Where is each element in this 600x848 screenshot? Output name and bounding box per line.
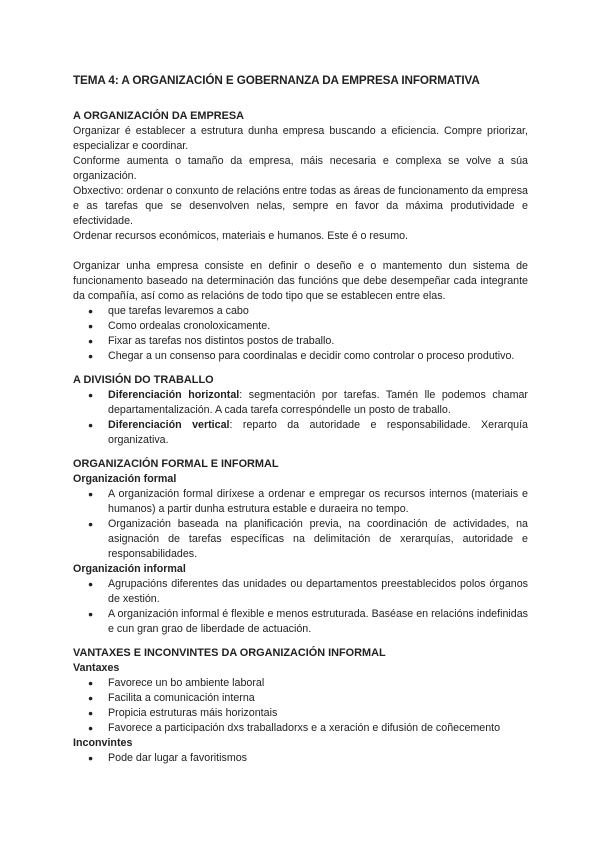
list-item: ● Organización baseada na planificación previa, na coordinación de actividades, na asignación de tarefas específicas na delimitación de xerarquías, autoridade e responsabilidades. [73,517,528,562]
document-title: TEMA 4: A ORGANIZACIÓN E GOBERNANZA DA EMPRESA INFORMATIVA [73,74,480,87]
list-item [73,388,528,418]
bullet-list [73,487,528,562]
bullet-list [73,304,528,364]
section-heading: VANTAXES E INCONVINTES DA ORGANIZACIÓN INFORMAL [73,647,386,659]
subsection-heading: Organización formal [73,473,177,485]
paragraph: Organizar unha empresa consiste en definir o deseño e o mantemento dun sistema de funcionamento baseado na determinación das funcións que debe desempeñar cada integrante da compañía, así como as relacións de todo tipo que se establecen entre elas. [73,260,528,302]
list-item: ● Agrupacións diferentes das unidades ou departamentos preestablecidos polos órganos de xestión. [73,577,528,607]
list-item: ● Pode dar lugar a favoritismos [73,751,528,766]
subsection-heading: Inconvintes [73,737,133,749]
bullet-list [73,751,528,766]
term-definition: : reparto da autoridade e responsabilidade. Xerarquía organizativa. [108,419,528,446]
section-division-traballo [73,373,528,448]
list-item: ● Favorece un bo ambiente laboral [73,676,528,691]
section-vantaxes-inconvintes [73,646,528,766]
list-item: ● Propicia estruturas máis horizontais [73,706,528,721]
term-bold: Diferenciación vertical [108,419,230,431]
paragraph: Organizar é establecer a estrutura dunha empresa buscando a eficiencia. Compre priorizar, especializar e coordinar. [73,125,528,152]
spacer [73,637,528,646]
spacer [73,448,528,457]
bullet-list [73,577,528,637]
paragraph: Ordenar recursos económicos, materiais e humanos. Este é o resumo. [73,230,409,242]
section-organizacion-empresa [73,109,528,364]
section-heading: A ORGANIZACIÓN DA EMPRESA [73,110,245,122]
list-item: ● Como ordealas cronoloxicamente. [73,319,528,334]
spacer [73,364,528,373]
subsection-heading: Organización informal [73,563,186,575]
list-item: ● que tarefas levaremos a cabo [73,304,528,319]
list-item: ● Favorece a participación dxs traballadorxs e a xeración e difusión de coñecemento [73,721,528,736]
list-item: ● Fixar as tarefas nos distintos postos de traballo. [73,334,528,349]
section-heading: A DIVISIÓN DO TRABALLO [73,374,214,386]
bullet-list [73,388,528,448]
paragraph: Conforme aumenta o tamaño da empresa, máis necesaria e complexa se volve a súa organización. [73,155,528,182]
list-item: ● Facilita a comunicación interna [73,691,528,706]
subsection-heading: Vantaxes [73,662,120,674]
term-definition: : segmentación por tarefas. Tamén lle podemos chamar departamentalización. A cada tarefa correspóndelle un posto de traballo. [108,389,528,416]
section-heading: ORGANIZACIÓN FORMAL E INFORMAL [73,458,279,470]
term-bold: Diferenciación horizontal [108,389,240,401]
list-item [73,418,528,448]
list-item: ● A organización formal diríxese a ordenar e empregar os recursos internos (materiais e humanos) a partir dunha estrutura estable e duraeira no tempo. [73,487,528,517]
list-item: ● Chegar a un consenso para coordinalas e decidir como controlar o proceso produtivo. [73,349,528,364]
paragraph: Obxectivo: ordenar o conxunto de relacións entre todas as áreas de funcionamento da empresa e as tarefas que se desenvolven nelas, sempre en favor da máxima produtividade e efectividade. [73,185,528,227]
spacer [73,244,528,259]
bullet-list [73,676,528,736]
document-body [73,73,528,766]
list-item: ● A organización informal é flexible e menos estruturada. Baséase en relacións indefinidas e cun gran grao de liberdade de actuación. [73,607,528,637]
section-organizacion-formal-informal [73,457,528,637]
